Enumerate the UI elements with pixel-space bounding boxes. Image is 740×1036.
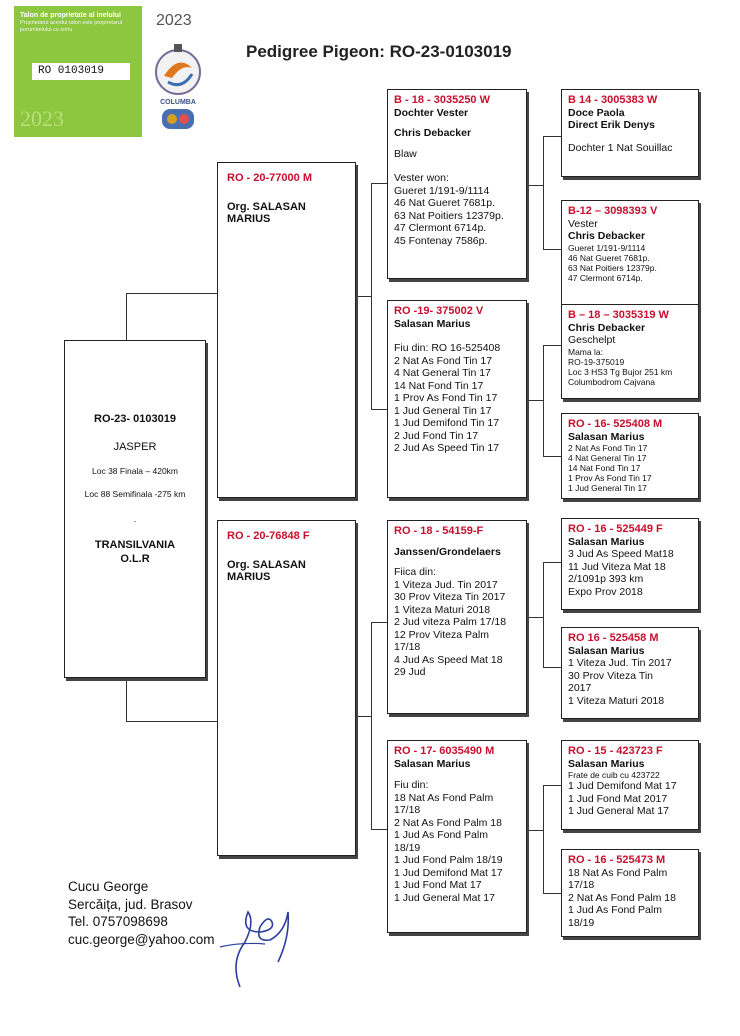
ss-box bbox=[387, 89, 527, 279]
subject-region: TRANSILVANIA bbox=[94, 539, 176, 551]
ss-results: Vester won: Gueret 1/191-9/1114 46 Nat Gueret 7681p. 63 Nat Poitiers 12379p. 47 Clermont 6714p. 45 Fontenay 7586p. bbox=[394, 172, 504, 247]
ggp-2-results: Gueret 1/191-9/1114 46 Nat Gueret 7681p. 63 Nat Poitiers 12379p. 47 Clermont 6714p. bbox=[568, 242, 657, 283]
ticket-ring-code: RO 0103019 bbox=[32, 63, 130, 80]
ggp-1-note: Dochter 1 Nat Souillac bbox=[568, 141, 673, 154]
ggp-7-note: Frate de cuib cu 423722 bbox=[568, 770, 660, 780]
ggp-1-name: Doce Paola bbox=[568, 106, 625, 119]
ggp-box-6 bbox=[561, 627, 699, 719]
ggp-3-results: Mama la: RO-19-375019 Loc 3 HS3 Tg Bujor 251 km Columbodrom Cajvana bbox=[568, 346, 673, 387]
subject-result-semifinal: Loc 88 Semifinala -275 km bbox=[84, 489, 186, 499]
ds-box bbox=[387, 520, 527, 714]
sire-box bbox=[217, 162, 356, 498]
sire-ring: RO - 20-77000 M bbox=[227, 172, 312, 184]
signature-icon bbox=[200, 892, 300, 1002]
ticket-title: Talon de proprietate al inelului bbox=[20, 12, 121, 19]
ggp-7-results: 1 Jud Demifond Mat 17 1 Jud Fond Mat 2017 1 Jud General Mat 17 bbox=[568, 780, 677, 817]
contact-phone: Tel. 0757098698 bbox=[68, 914, 168, 929]
dam-breeder-name: MARIUS bbox=[227, 571, 271, 583]
ggp-6-breeder: Salasan Marius bbox=[568, 644, 645, 657]
dam-breeder: Org. SALASAN bbox=[227, 558, 306, 571]
ds-results: Fiica din: 1 Viteza Jud. Tin 2017 30 Prov Viteza Tin 2017 1 Viteza Maturi 2018 2 Jud viteza Palm 17/18 12 Prov Viteza Palm 17/18 4 Jud As Speed Mat 18 29 Jud bbox=[394, 566, 507, 678]
ds-ring: RO - 18 - 54159-F bbox=[394, 525, 484, 537]
ggp-2-ring: B-12 – 3098393 V bbox=[568, 205, 658, 217]
ggp-box-4 bbox=[561, 413, 699, 499]
ggp-3-breeder: Chris Debacker bbox=[568, 321, 646, 334]
ggp-6-results: 1 Viteza Jud. Tin 2017 30 Prov Viteza Tin 2017 1 Viteza Maturi 2018 bbox=[568, 657, 672, 707]
ggp-box-3 bbox=[561, 304, 699, 399]
ggp-2-breeder: Chris Debacker bbox=[568, 230, 646, 242]
ggp-5-ring: RO - 16 - 525449 F bbox=[568, 523, 663, 535]
sire-breeder-name: MARIUS bbox=[227, 213, 271, 225]
ticket-subtitle: Proprietarul acestui talon este proprietarul porumbelului cu soriu bbox=[20, 20, 123, 33]
subject-dot: . bbox=[133, 514, 137, 524]
ss-name: Dochter Vester bbox=[394, 106, 469, 119]
contact-address: Sercăița, jud. Brasov bbox=[68, 896, 193, 912]
ggp-8-ring: RO - 16 - 525473 M bbox=[568, 854, 666, 866]
contact-email[interactable]: cuc.george@yahoo.com bbox=[68, 931, 215, 947]
subject-box bbox=[64, 340, 206, 678]
ggp-box-1 bbox=[561, 89, 699, 177]
subject-result-final: Loc 38 Finala – 420km bbox=[92, 466, 178, 476]
ggp-1-ring: B 14 - 3005383 W bbox=[568, 94, 658, 106]
badge-brand: COLUMBA bbox=[160, 99, 196, 106]
ss-ring: B - 18 - 3035250 W bbox=[394, 94, 490, 106]
subject-name: JASPER bbox=[113, 441, 157, 453]
subject-club: O.L.R bbox=[120, 553, 150, 565]
contact-block bbox=[68, 878, 215, 948]
ss-breeder: Chris Debacker bbox=[394, 127, 472, 139]
ggp-3-ring: B – 18 – 3035319 W bbox=[568, 309, 669, 321]
ss-color: Blaw bbox=[394, 147, 417, 160]
dam-ring: RO - 20-76848 F bbox=[227, 530, 310, 542]
ggp-2-name: Vester bbox=[568, 217, 598, 230]
dd-box bbox=[387, 740, 527, 933]
ggp-4-breeder: Salasan Marius bbox=[568, 430, 645, 443]
ggp-5-breeder: Salasan Marius bbox=[568, 535, 645, 548]
page-title: Pedigree Pigeon: RO-23-0103019 bbox=[246, 42, 512, 61]
ggp-8-results: 18 Nat As Fond Palm 17/18 2 Nat As Fond Palm 18 1 Jud As Fond Palm 18/19 bbox=[568, 866, 676, 929]
dd-name: Salasan Marius bbox=[394, 757, 471, 770]
dd-ring: RO - 17- 6035490 M bbox=[394, 745, 495, 757]
dam-box bbox=[217, 520, 356, 856]
dd-results: Fiu din: 18 Nat As Fond Palm 17/18 2 Nat As Fond Palm 18 1 Jud As Fond Palm 18/19 1 Jud Fond Palm 18/19 1 Jud Demifond Mat 17 1 Jud Fond Mat 17 1 Jud General Mat 17 bbox=[394, 779, 503, 904]
sd-box bbox=[387, 300, 527, 498]
ggp-box-8 bbox=[561, 849, 699, 937]
columba-badge bbox=[142, 6, 214, 137]
ggp-4-results: 2 Nat As Fond Tin 17 4 Nat General Tin 17 14 Nat Fond Tin 17 1 Prov As Fond Tin 17 1 Jud General Tin 17 bbox=[568, 443, 652, 493]
ggp-box-7 bbox=[561, 740, 699, 830]
ggp-7-breeder: Salasan Marius bbox=[568, 757, 645, 770]
ggp-7-ring: RO - 15 - 423723 F bbox=[568, 745, 663, 757]
ggp-box-5 bbox=[561, 518, 699, 610]
badge-year: 2023 bbox=[156, 12, 192, 29]
contact-name: Cucu George bbox=[68, 879, 149, 894]
ggp-3-color: Geschelpt bbox=[568, 334, 616, 346]
ticket-year: 2023 bbox=[20, 106, 64, 131]
ring-ownership-ticket bbox=[14, 6, 142, 137]
sd-results: Fiu din: RO 16-525408 2 Nat As Fond Tin 17 4 Nat General Tin 17 14 Nat Fond Tin 17 1 Prov As Fond Tin 17 1 Jud General Tin 17 1 Jud Demifond Tin 17 2 Jud Fond Tin 17 2 Jud As Speed Tin 17 bbox=[394, 342, 501, 454]
ggp-5-results: 3 Jud As Speed Mat18 11 Jud Viteza Mat 18 2/1091p 393 km Expo Prov 2018 bbox=[568, 548, 674, 598]
ds-name: Janssen/Grondelaers bbox=[394, 545, 501, 558]
subject-ring: RO-23- 0103019 bbox=[94, 413, 176, 425]
ggp-1-breeder: Direct Erik Denys bbox=[568, 119, 655, 131]
sd-ring: RO -19- 375002 V bbox=[394, 305, 484, 317]
sd-name: Salasan Marius bbox=[394, 317, 471, 330]
ggp-6-ring: RO 16 - 525458 M bbox=[568, 632, 659, 644]
ggp-box-2 bbox=[561, 200, 699, 311]
columba-logo-icon bbox=[142, 6, 214, 137]
sire-breeder: Org. SALASAN bbox=[227, 200, 306, 213]
ggp-4-ring: RO - 16- 525408 M bbox=[568, 418, 663, 430]
